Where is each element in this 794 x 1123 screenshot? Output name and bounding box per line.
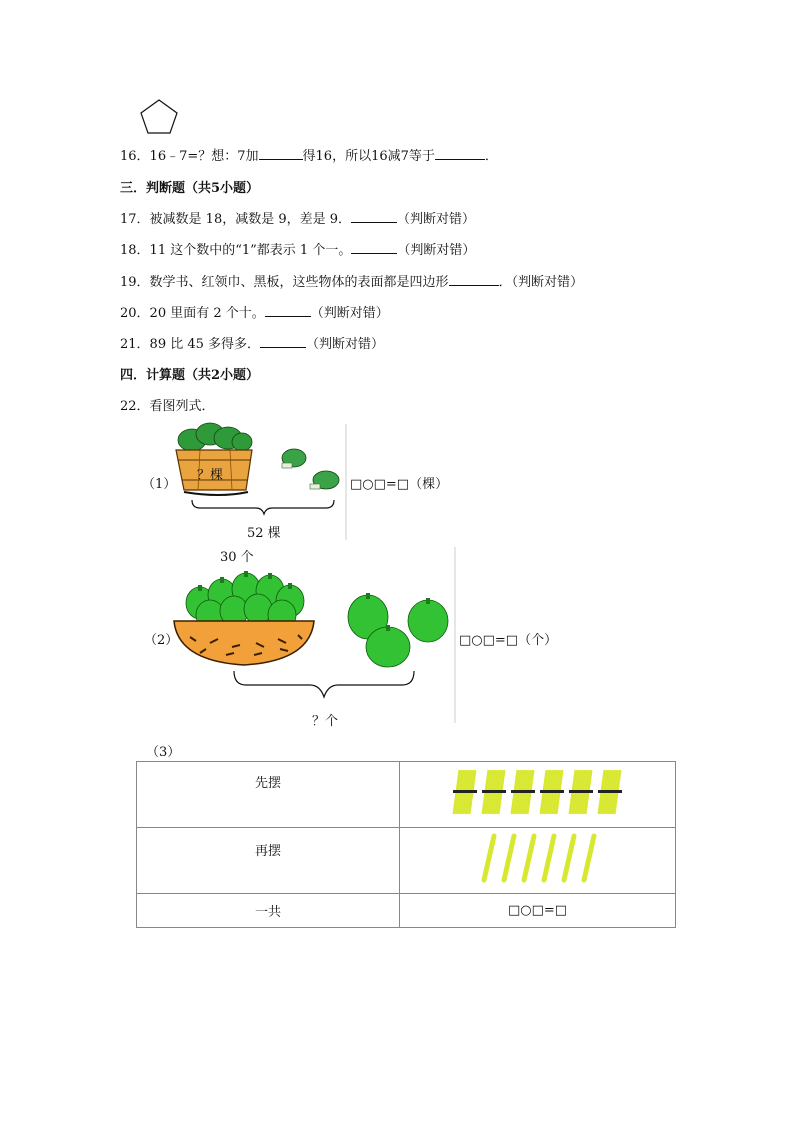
- answer-blank[interactable]: [265, 304, 311, 317]
- part-1-unknown-label: ？棵: [197, 468, 224, 483]
- question-20: 20．20 里面有 2 个十。 （判断对错）: [120, 306, 389, 321]
- table-cell: [400, 828, 676, 894]
- table-cell: [137, 828, 400, 894]
- straw-stick: [524, 836, 534, 880]
- section-4-title: 四．计算题（共2小题）: [120, 368, 260, 383]
- single-straws-figure: [438, 828, 638, 890]
- table-row: [137, 762, 676, 828]
- answer-blank[interactable]: [435, 147, 485, 160]
- answer-blank[interactable]: [351, 241, 397, 254]
- part-2-label: （2）: [144, 633, 179, 648]
- question-17: 17．被减数是 18，减数是 9，差是 9． （判断对错）: [120, 212, 476, 227]
- row-2-label: 再摆: [254, 844, 281, 859]
- part-3-formula: □○□=□: [507, 903, 568, 918]
- question-21: 21．89 比 45 多得多． （判断对错）: [120, 337, 385, 352]
- part-2-top-label: 30 个: [220, 550, 254, 565]
- question-22: 22．看图列式．: [120, 399, 215, 414]
- row-3-label: 一共: [254, 905, 281, 920]
- question-19: 19．数学书、红领巾、黑板，这些物体的表面都是四边形 ．（判断对错）: [120, 275, 584, 290]
- question-18: 18．11 这个数中的“1”都表示 1 个一。 （判断对错）: [120, 243, 476, 258]
- part-2-total-label: ？个: [312, 714, 339, 729]
- part-1-total-label: 52 棵: [247, 526, 281, 541]
- straw-stick: [584, 836, 594, 880]
- table-cell: [400, 894, 676, 928]
- part-2-formula: □○□=□（个）: [459, 633, 558, 648]
- pepper-basket-figure: [170, 545, 460, 725]
- straw-bundle: [598, 770, 622, 814]
- straw-stick: [544, 836, 554, 880]
- answer-blank[interactable]: [449, 273, 499, 286]
- straw-stick: [564, 836, 574, 880]
- table-cell: [400, 762, 676, 828]
- straw-bundle: [482, 770, 506, 814]
- question-16: 16．16﹣7=？想：7加 得16，所以16减7等于 ．: [120, 149, 498, 164]
- answer-blank[interactable]: [351, 210, 397, 223]
- straw-stick: [504, 836, 514, 880]
- table-row: [137, 828, 676, 894]
- part-3-table: [136, 761, 676, 928]
- straw-stick: [484, 836, 494, 880]
- pentagon-icon: [138, 98, 180, 136]
- part-1-formula: □○□=□（棵）: [350, 477, 449, 492]
- row-1-label: 先摆: [254, 776, 281, 791]
- answer-blank[interactable]: [259, 147, 303, 160]
- straw-bundle: [540, 770, 564, 814]
- table-cell: [137, 762, 400, 828]
- straw-bundles-figure: [438, 762, 638, 824]
- straw-bundle: [453, 770, 477, 814]
- table-cell: [137, 894, 400, 928]
- part-3-label: （3）: [146, 745, 181, 760]
- table-row: [137, 894, 676, 928]
- straw-bundle: [511, 770, 535, 814]
- straw-bundle: [569, 770, 593, 814]
- answer-blank[interactable]: [260, 335, 306, 348]
- part-1-label: （1）: [142, 477, 177, 492]
- section-3-title: 三．判断题（共5小题）: [120, 181, 260, 196]
